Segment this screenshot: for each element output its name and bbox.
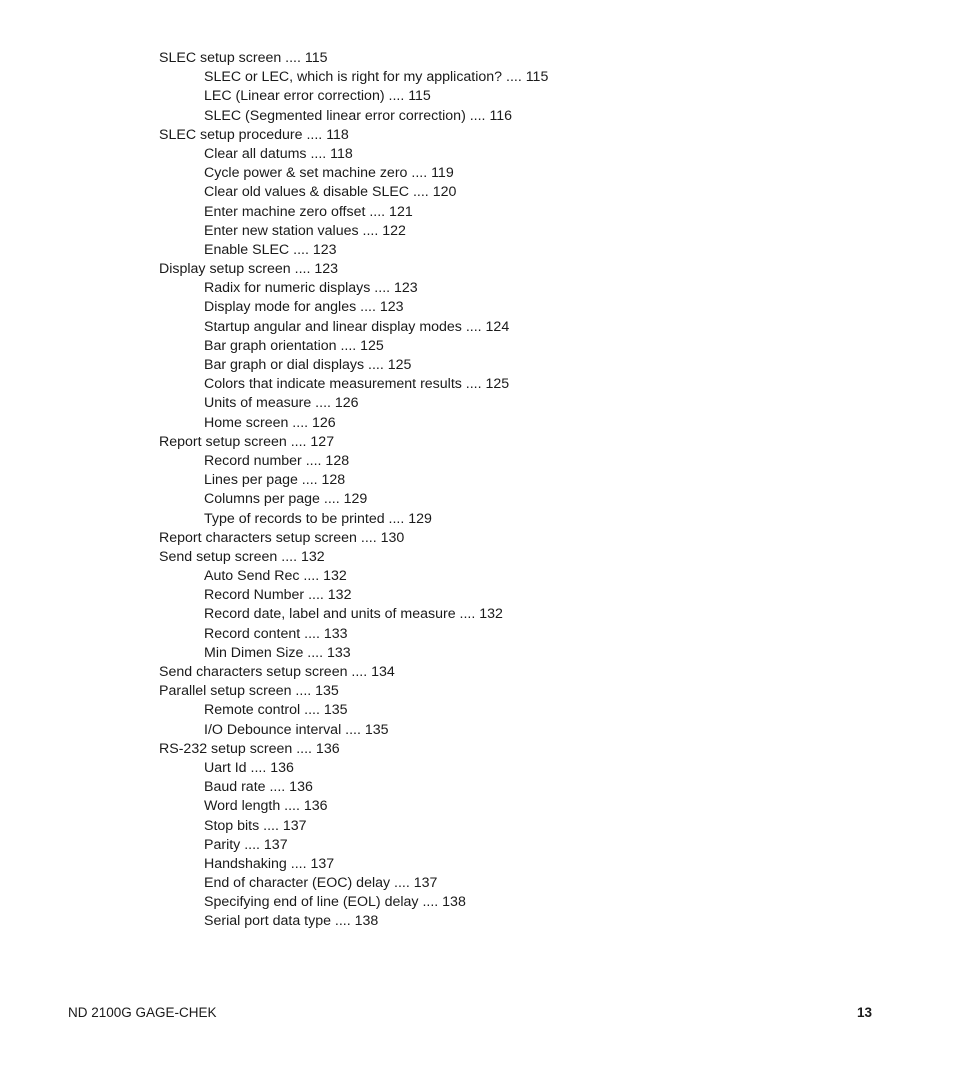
toc-entry: Handshaking .... 137 (204, 855, 335, 872)
toc-entry: Uart Id .... 136 (204, 759, 294, 776)
toc-entry: SLEC (Segmented linear error correction) .... 116 (204, 107, 513, 124)
toc-entry: Lines per page .... 128 (204, 472, 346, 489)
toc-entry: LEC (Linear error correction) .... 115 (204, 88, 431, 105)
page-number: 13 (856, 1005, 872, 1020)
toc-entry: Bar graph orientation .... 125 (204, 337, 384, 354)
toc-entry: End of character (EOC) delay .... 137 (204, 875, 438, 892)
toc-entry: Serial port data type .... 138 (204, 913, 379, 930)
toc-entry: Display setup screen .... 123 (159, 261, 339, 278)
toc-entry: Record Number .... 132 (204, 587, 352, 604)
toc-entry: RS-232 setup screen .... 136 (159, 740, 340, 757)
toc-entry: Clear all datums .... 118 (204, 145, 353, 162)
toc-entry: SLEC setup procedure .... 118 (159, 126, 349, 143)
toc-entry: Type of records to be printed .... 129 (204, 510, 432, 527)
toc-entry: Cycle power & set machine zero .... 119 (204, 165, 454, 182)
toc-entry: Colors that indicate measurement results .... 125 (204, 376, 510, 393)
toc-entry: Word length .... 136 (204, 798, 328, 815)
toc-entry: Parity .... 137 (204, 836, 288, 853)
toc-entry: Startup angular and linear display modes .... 124 (204, 318, 510, 335)
toc-entry: Send characters setup screen .... 134 (159, 664, 395, 680)
toc-entry: I/O Debounce interval .... 135 (204, 721, 389, 738)
toc-entry: SLEC setup screen .... 115 (159, 50, 328, 66)
toc-entry: Units of measure .... 126 (204, 395, 359, 412)
toc-entry: Enter new station values .... 122 (204, 222, 406, 239)
toc-entry: Baud rate .... 136 (204, 779, 313, 796)
toc-entry: Home screen .... 126 (204, 414, 336, 431)
toc-entry: Report setup screen .... 127 (159, 433, 335, 450)
toc-entry: Clear old values & disable SLEC .... 120 (204, 184, 457, 201)
toc-entry: Stop bits .... 137 (204, 817, 307, 834)
toc-entry: Auto Send Rec .... 132 (204, 568, 347, 585)
toc-entry: Min Dimen Size .... 133 (204, 644, 351, 661)
toc-entry: Display mode for angles .... 123 (204, 299, 404, 316)
toc-entry: SLEC or LEC, which is right for my application? .... 115 (204, 69, 549, 86)
toc-entry: Radix for numeric displays .... 123 (204, 280, 418, 297)
toc-entry: Record number .... 128 (204, 452, 350, 469)
toc-entry: Record content .... 133 (204, 625, 348, 642)
toc-entry: Columns per page .... 129 (204, 491, 368, 508)
toc-entry: Remote control .... 135 (204, 702, 348, 719)
table-of-contents (159, 49, 879, 932)
toc-entry: Bar graph or dial displays .... 125 (204, 357, 412, 373)
toc-entry: Enter machine zero offset .... 121 (204, 203, 413, 220)
toc-entry: Report characters setup screen .... 130 (159, 529, 405, 546)
toc-entry: Specifying end of line (EOL) delay .... 138 (204, 894, 466, 911)
toc-entry: Record date, label and units of measure .... 132 (204, 606, 503, 623)
toc-entry: Enable SLEC .... 123 (204, 241, 337, 258)
footer-title: ND 2100G GAGE-CHEK (68, 1005, 217, 1020)
toc-entry: Parallel setup screen .... 135 (159, 683, 339, 700)
toc-entry: Send setup screen .... 132 (159, 548, 325, 565)
